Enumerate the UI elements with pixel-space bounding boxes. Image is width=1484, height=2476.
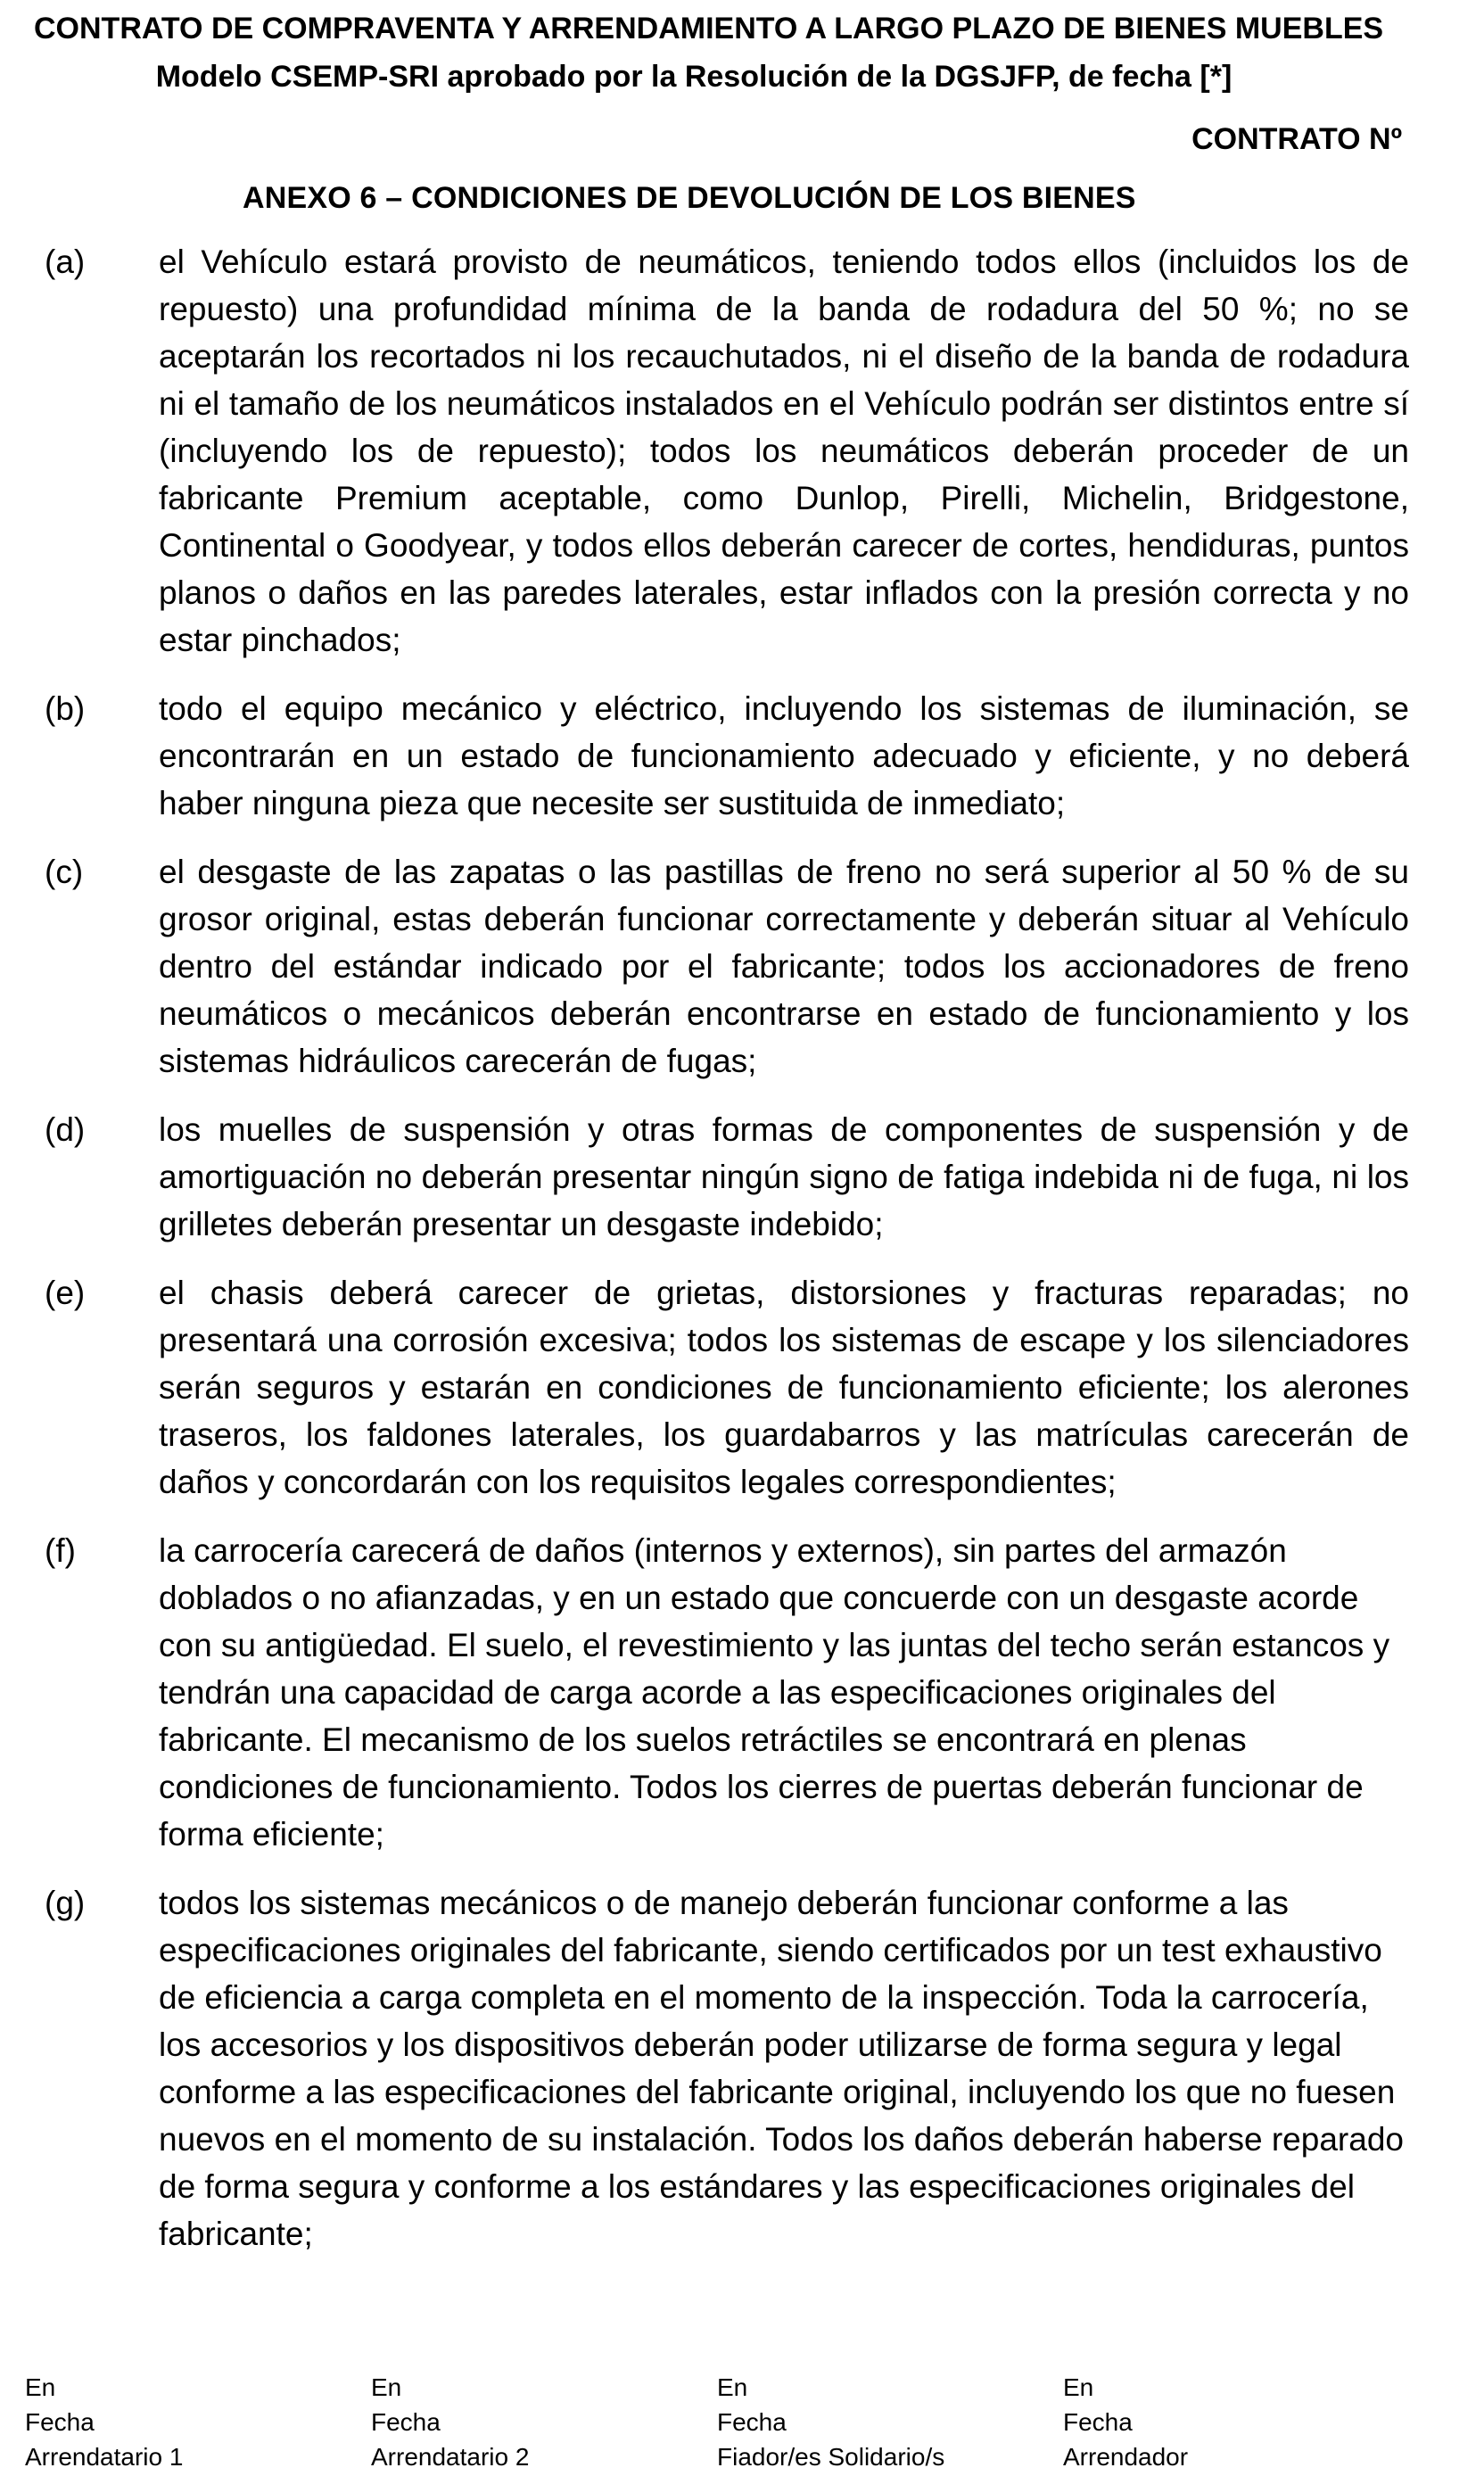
- contract-number-label: CONTRATO Nº: [1191, 122, 1402, 156]
- clause-e: [0, 1269, 1484, 1506]
- signature-party-label: Arrendador: [1063, 2443, 1189, 2471]
- clause-text: los muelles de suspensión y otras formas de componentes de suspensión y de amortiguación no deberán presentar ningún signo de fatiga indebida ni de fuga, ni los grilletes deberán presentar un desgaste indebido;: [159, 1111, 1409, 1242]
- clause-text: el desgaste de las zapatas o las pastillas de freno no será superior al 50 % de su grosor original, estas deberán funcionar correctamente y deberán situar al Vehículo dentro del estándar indicado por el fabricante; todos los accionadores de freno neumáticos o mecánicos deberán encontrarse en estado de funcionamiento y los sistemas hidráulicos carecerán de fugas;: [159, 854, 1409, 1079]
- clause-label: (e): [45, 1275, 86, 1311]
- signature-lessor: [1063, 2370, 1402, 2474]
- clause-g: [0, 1879, 1484, 2257]
- signature-place-label: En: [1063, 2373, 1094, 2401]
- clause-f: [0, 1527, 1484, 1858]
- signature-party-label: Arrendatario 2: [371, 2443, 530, 2471]
- clause-label: (f): [45, 1532, 76, 1569]
- clause-text: el chasis deberá carecer de grietas, distorsiones y fracturas reparadas; no presentará una corrosión excesiva; todos los sistemas de escape y los silenciadores serán seguros y estarán en condiciones de funcionamiento eficiente; los alerones traseros, los faldones laterales, los guardabarros y las matrículas carecerán de daños y concordarán con los requisitos legales correspondientes;: [159, 1275, 1409, 1500]
- signature-date-label: Fecha: [717, 2408, 787, 2436]
- signature-place-label: En: [25, 2373, 56, 2401]
- contract-title: CONTRATO DE COMPRAVENTA Y ARRENDAMIENTO A LARGO PLAZO DE BIENES MUEBLES: [34, 12, 1384, 45]
- signature-party-label: Arrendatario 1: [25, 2443, 184, 2471]
- signature-lessee-1: [25, 2370, 364, 2474]
- signature-date-label: Fecha: [371, 2408, 441, 2436]
- signature-date-label: Fecha: [25, 2408, 95, 2436]
- clause-label: (a): [45, 243, 86, 280]
- contract-subtitle: Modelo CSEMP-SRI aprobado por la Resolución de la DGSJFP, de fecha [*]: [155, 60, 1233, 94]
- clause-text: la carrocería carecerá de daños (internos y externos), sin partes del armazón doblados o no afianzadas, y en un estado que concuerde con un desgaste acorde con su antigüedad. El suelo, el revestimiento y las juntas del techo serán estancos y tendrán una capacidad de carga acorde a las especificaciones originales del fabricante. El mecanismo de los suelos retráctiles se encontrará en plenas condiciones de funcionamiento. Todos los cierres de puertas deberán funcionar de forma eficiente;: [159, 1532, 1390, 1853]
- clause-text: todo el equipo mecánico y eléctrico, incluyendo los sistemas de iluminación, se encontrarán en un estado de funcionamiento adecuado y eficiente, y no deberá haber ninguna pieza que necesite ser sustituida de inmediato;: [159, 690, 1409, 821]
- annex-title: ANEXO 6 – CONDICIONES DE DEVOLUCIÓN DE LOS BIENES: [243, 181, 1136, 215]
- signature-lessee-2: [371, 2370, 710, 2474]
- signature-block: [0, 2370, 1484, 2472]
- clause-d: [0, 1106, 1484, 1248]
- clause-label: (b): [45, 690, 86, 727]
- signature-party-label: Fiador/es Solidario/s: [717, 2443, 945, 2471]
- clause-label: (c): [45, 854, 84, 890]
- clause-c: [0, 848, 1484, 1085]
- clause-label: (g): [45, 1885, 86, 1921]
- signature-guarantors: [717, 2370, 1056, 2474]
- signature-date-label: Fecha: [1063, 2408, 1133, 2436]
- clause-label: (d): [45, 1111, 86, 1148]
- signature-place-label: En: [717, 2373, 748, 2401]
- clause-text: el Vehículo estará provisto de neumáticos, teniendo todos ellos (incluidos los de repuesto) una profundidad mínima de la banda de rodadura del 50 %; no se aceptarán los recortados ni los recauchutados, ni el diseño de la banda de rodadura ni el tamaño de los neumáticos instalados en el Vehículo podrán ser distintos entre sí (incluyendo los de repuesto); todos los neumáticos deberán proceder de un fabricante Premium aceptable, como Dunlop, Pirelli, Michelin, Bridgestone, Continental o Goodyear, y todos ellos deberán carecer de cortes, hendiduras, puntos planos o daños en las paredes laterales, estar inflados con la presión correcta y no estar pinchados;: [159, 243, 1409, 658]
- clause-list: [0, 238, 1484, 2279]
- clause-b: [0, 685, 1484, 827]
- clause-text: todos los sistemas mecánicos o de manejo deberán funcionar conforme a las especificaciones originales del fabricante, siendo certificados por un test exhaustivo de eficiencia a carga completa en el momento de la inspección. Toda la carrocería, los accesorios y los dispositivos deberán poder utilizarse de forma segura y legal conforme a las especificaciones del fabricante original, incluyendo los que no fuesen nuevos en el momento de su instalación. Todos los daños deberán haberse reparado de forma segura y conforme a los estándares y las especificaciones originales del fabricante;: [159, 1885, 1404, 2252]
- signature-place-label: En: [371, 2373, 402, 2401]
- clause-a: [0, 238, 1484, 664]
